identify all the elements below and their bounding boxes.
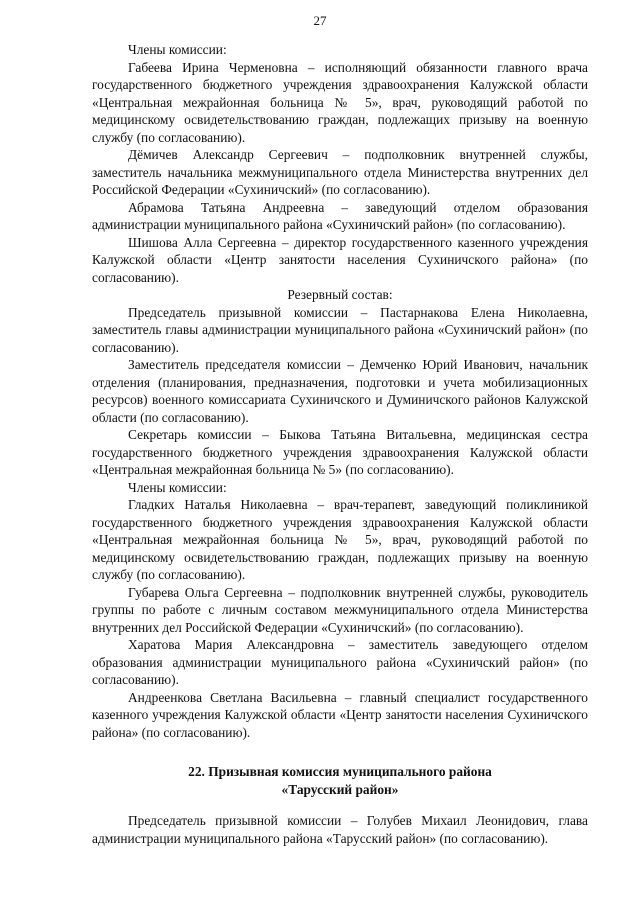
member-paragraph: Харатова Мария Александровна – заместитель заведующего отделом образования администрации муниципального района «Сухиничский район» (по согласованию).: [92, 637, 588, 687]
section-title-line2: «Тарусский район»: [281, 781, 399, 797]
members-heading: Члены комиссии:: [128, 42, 227, 57]
member-paragraph: Габеева Ирина Черменовна – исполняющий обязанности главного врача государственного бюджетного учреждения здравоохранения Калужской области «Центральная межрайонная больница № 5», врач, руководящий работой по медицинскому освидетельствованию граждан, подлежащих призыву на военную службу (по согласованию).: [92, 59, 588, 145]
member-paragraph: Губарева Ольга Сергеевна – подполковник внутренней службы, руководитель группы по работе с личным составом межмуниципального отдела Министерства внутренних дел Российской Федерации «Сухиничский» (по согласованию).: [92, 584, 588, 635]
reserve-secretary-paragraph: Секретарь комиссии – Быкова Татьяна Витальевна, медицинская сестра государственного бюджетного учреждения здравоохранения Калужской области «Центральная межрайонная больница № 5» (по согласованию).: [92, 427, 588, 477]
reserve-heading: Резервный состав:: [287, 287, 393, 302]
section-chair-paragraph: Председатель призывной комиссии – Голубев Михаил Леонидович, глава администрации муниципального района «Тарусский район» (по согласованию).: [92, 813, 588, 846]
member-paragraph: Гладких Наталья Николаевна – врач-терапевт, заведующий поликлиникой государственного бюджетного учреждения здравоохранения Калужской области «Центральная межрайонная больница № 5», врач, руководящий работой по медицинскому освидетельствованию граждан, подлежащих призыву на военную службу (по согласованию).: [92, 497, 588, 582]
member-paragraph: Абрамова Татьяна Андреевна – заведующий отделом образования администрации муниципального района «Сухиничский район» (по согласованию).: [92, 199, 588, 232]
reserve-chair-paragraph: Председатель призывной комиссии – Пастарнакова Елена Николаевна, заместитель главы администрации муниципального района «Сухиничский район» (по согласованию).: [92, 304, 588, 355]
reserve-deputy-paragraph: Заместитель председателя комиссии – Демченко Юрий Иванович, начальник отделения (планирования, предназначения, подготовки и учета мобилизационных ресурсов) военного комиссариата Сухиничского и Думиничского районов Калужской области (по согласованию).: [92, 357, 588, 425]
member-paragraph: Дёмичев Александр Сергеевич – подполковник внутренней службы, заместитель начальника межмуниципального отдела Министерства внутренних дел Российской Федерации «Сухиничский» (по согласованию).: [92, 147, 588, 197]
section-title-line1: 22. Призывная комиссия муниципального района: [188, 764, 492, 779]
spacer: [92, 741, 588, 763]
reserve-members-heading: Члены комиссии:: [128, 479, 227, 495]
member-paragraph: Андреенкова Светлана Васильевна – главный специалист государственного казенного учреждения Калужской области «Центр занятости населения Сухиничского района» (по согласованию).: [92, 689, 588, 740]
spacer: [92, 798, 588, 812]
member-paragraph: Шишова Алла Сергеевна – директор государственного казенного учреждения Калужской области «Центр занятости населения Сухиничского района» (по согласованию).: [92, 234, 588, 285]
page-number: 27: [313, 13, 327, 28]
document-body: [92, 41, 588, 847]
